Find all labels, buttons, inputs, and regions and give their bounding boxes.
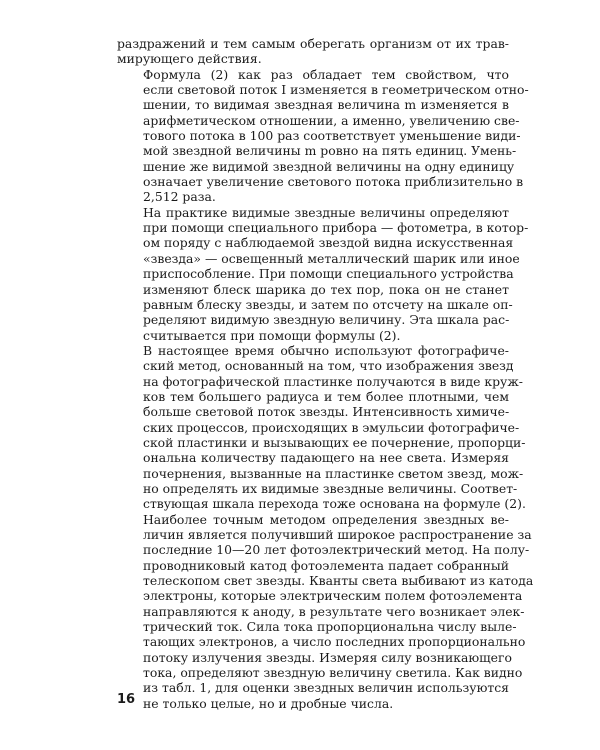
text-line: 2,512 раза. <box>143 189 216 205</box>
text-line: «звезда» — освещенный металлический шарик или иное <box>143 250 520 266</box>
text-line: В настоящее время обычно используют фотографиче- <box>143 342 509 358</box>
text-line: мой звездной величины m ровно на пять единиц. Умень- <box>143 143 517 159</box>
text-line: означает увеличение светового потока приблизительно в <box>143 174 524 190</box>
text-line: ский метод, основанный на том, что изображения звезд <box>143 358 514 374</box>
text-line: раздражений и тем самым оберегать организм от их трав- <box>117 36 509 51</box>
text-line: телескопом свет звезды. Кванты света выбивают из катода <box>143 573 534 589</box>
text-line: тового потока в 100 раз соответствует уменьшение види- <box>143 128 521 144</box>
text-line: На практике видимые звездные величины определяют <box>143 204 509 220</box>
text-line: ской пластинки и вызывающих ее почернение, пропорци- <box>143 434 526 450</box>
paragraph-3 <box>117 204 529 343</box>
text-line: Формула (2) как раз обладает тем свойством, что <box>143 66 509 82</box>
text-line: приспособление. При помощи специального устройства <box>143 266 514 282</box>
page-number: 16 <box>117 692 136 707</box>
text-line: ствующая шкала перехода тоже основана на формуле (2). <box>143 496 526 512</box>
text-line: ональна количеству падающего на нее света. Измеряя <box>143 450 509 466</box>
text-line: равным блеску звезды, и затем по отсчету на шкале оп- <box>143 296 513 312</box>
text-line: если световой поток I изменяется в геометрическом отно- <box>143 82 529 98</box>
text-line: арифметическом отношении, а именно, увеличению све- <box>143 112 520 128</box>
text-line: шение же видимой звездной величины на одну единицу <box>143 158 515 174</box>
paragraph-4 <box>117 342 526 512</box>
text-line: ских процессов, происходящих в эмульсии фотографиче- <box>143 419 520 435</box>
text-line: трический ток. Сила тока пропорциональна числу выле- <box>143 619 517 635</box>
text-line: изменяют блеск шарика до тех пор, пока он не станет <box>143 281 509 297</box>
paragraph-1 <box>117 36 509 67</box>
text-line: ом поряду с наблюдаемой звездой видна искусственная <box>143 235 514 251</box>
text-line: личин является получивший широкое распространение за <box>143 527 532 542</box>
text-line: мирующего действия. <box>117 51 262 67</box>
text-line: последние 10—20 лет фотоэлектрический метод. На полу- <box>143 542 530 558</box>
text-line: тока, определяют звездную величину светила. Как видно <box>143 665 523 681</box>
text-line: электроны, которые электрическим полем фотоэлемента <box>143 588 523 604</box>
text-line: считывается при помощи формулы (2). <box>143 327 401 343</box>
text-line: на фотографической пластинке получаются в виде круж- <box>143 373 523 389</box>
text-line: потоку излучения звезды. Измеряя силу возникающего <box>143 649 512 665</box>
text-line: тающих электронов, а число последних пропорционально <box>143 634 526 650</box>
page-body <box>117 36 534 711</box>
text-line: почернения, вызванные на пластинке светом звезд, мож- <box>143 465 524 481</box>
text-line: Наиболее точным методом определения звездных ве- <box>143 511 509 527</box>
text-line: из табл. 1, для оценки звездных величин используются <box>143 680 509 696</box>
text-line: шении, то видимая звездная величина m изменяется в <box>143 97 509 113</box>
paragraph-2 <box>117 66 529 205</box>
text-line: ков тем большего радиуса и тем более плотными, чем <box>143 388 509 404</box>
text-line: проводниковый катод фотоэлемента падает собранный <box>143 557 509 573</box>
text-line: не только целые, но и дробные числа. <box>143 695 394 711</box>
paragraph-5 <box>117 511 534 711</box>
text-line: ределяют видимую звездную величину. Эта шкала рас- <box>143 312 510 328</box>
text-line: больше световой поток звезды. Интенсивность химиче- <box>143 404 510 420</box>
text-line: при помощи специального прибора — фотометра, в котор- <box>143 220 529 236</box>
text-line: но определять их видимые звездные величины. Соответ- <box>143 480 518 496</box>
text-line: направляются к аноду, в результате чего возникает элек- <box>143 603 525 619</box>
